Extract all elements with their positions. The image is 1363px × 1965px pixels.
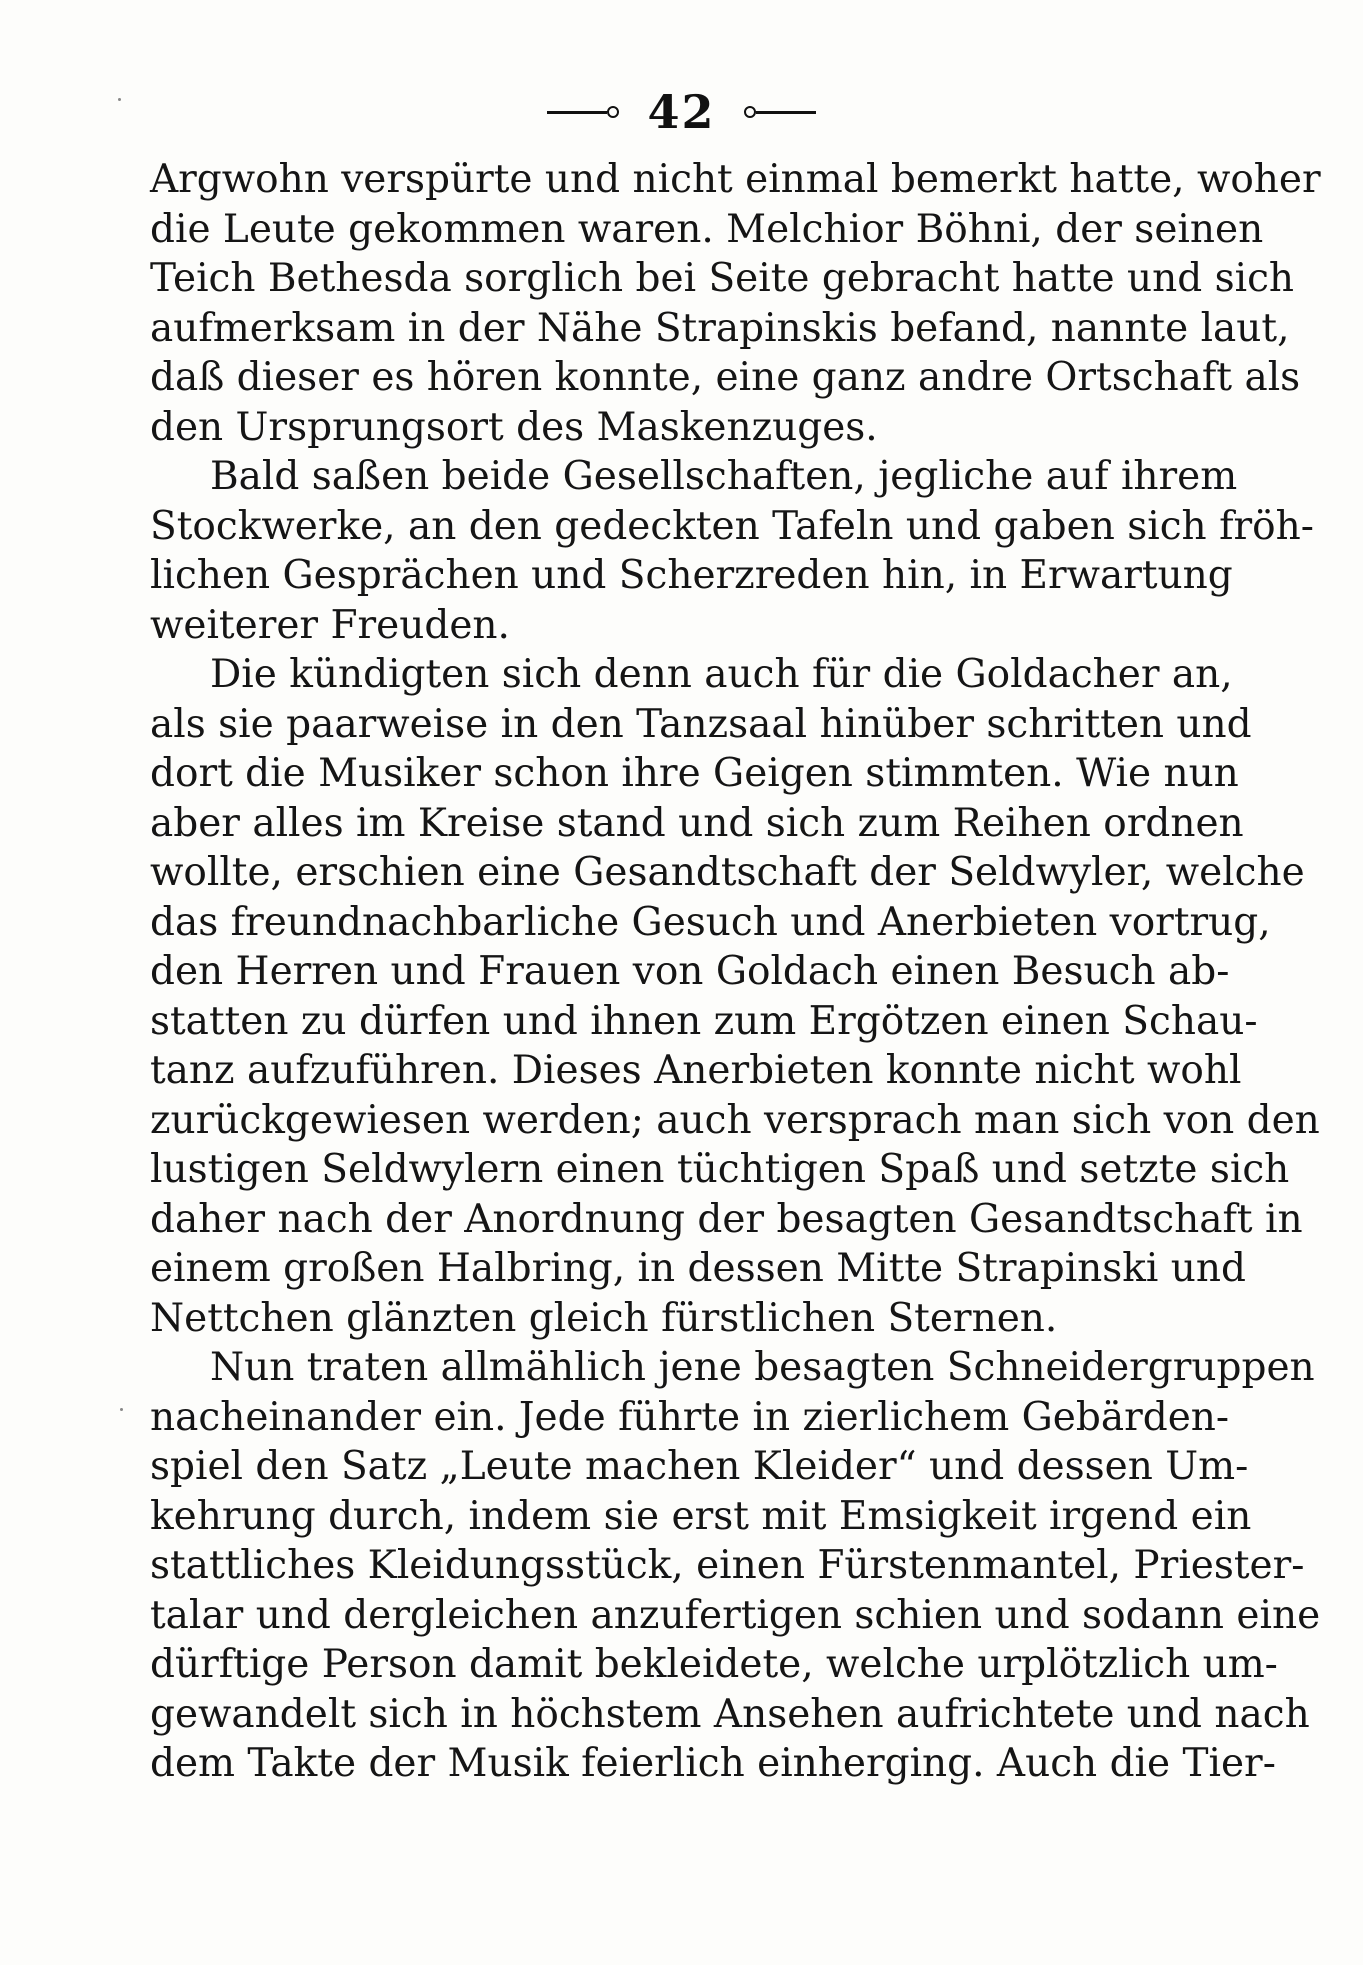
text-line: als sie paarweise in den Tanzsaal hinüber schritten und: [150, 701, 1252, 747]
text-line: aber alles im Kreise stand und sich zum Reihen ordnen: [150, 800, 1244, 846]
text-line: Argwohn verspürte und nicht einmal bemerkt hatte, woher: [150, 157, 1321, 202]
text-line: das freundnachbarliche Gesuch und Anerbieten vortrug,: [150, 899, 1271, 945]
text-line: den Ursprungsort des Maskenzuges.: [150, 404, 878, 450]
text-line: Teich Bethesda sorglich bei Seite gebracht hatte und sich: [150, 256, 1295, 301]
page-header: [0, 82, 1363, 142]
text-line: lustigen Seldwylern einen tüchtigen Spaß und setzte sich: [150, 1147, 1290, 1192]
text-line: statten zu dürfen und ihnen zum Ergötzen einen Schau-: [150, 998, 1258, 1044]
text-line: daher nach der Anordnung der besagten Gesandtschaft in: [150, 1196, 1303, 1242]
text-line: kehrung durch, indem sie erst mit Emsigkeit irgend ein: [150, 1493, 1252, 1539]
text-line: gewandelt sich in höchstem Ansehen aufrichtete und nach: [150, 1691, 1310, 1737]
body-text: [150, 155, 1321, 1789]
text-line: aufmerksam in der Nähe Strapinskis befand, nannte laut,: [150, 305, 1290, 351]
text-line: stattliches Kleidungsstück, einen Fürstenmantel, Priester-: [150, 1543, 1305, 1588]
text-line: weiterer Freuden.: [150, 602, 510, 648]
text-line: daß dieser es hören konnte, eine ganz andre Ortschaft als: [150, 355, 1301, 400]
text-line: spiel den Satz „Leute machen Kleider“ und dessen Um-: [150, 1444, 1249, 1489]
paper-speck: [120, 1408, 123, 1411]
text-line: Stockwerke, an den gedeckten Tafeln und gaben sich fröh-: [150, 503, 1314, 549]
text-line: dürftige Person damit bekleidete, welche urplötzlich um-: [150, 1642, 1278, 1687]
text-line: nacheinander ein. Jede führte in zierlichem Gebärden-: [150, 1394, 1230, 1440]
text-line: Nun traten allmählich jene besagten Schneidergruppen: [210, 1345, 1315, 1390]
text-line: Nettchen glänzten gleich fürstlichen Sternen.: [150, 1295, 1058, 1341]
text-line: wollte, erschien eine Gesandtschaft der Seldwyler, welche: [150, 850, 1305, 895]
text-line: dort die Musiker schon ihre Geigen stimmten. Wie nun: [150, 751, 1239, 796]
text-line: talar und dergleichen anzufertigen schien und sodann eine: [150, 1592, 1321, 1638]
text-line: tanz aufzuführen. Dieses Anerbieten konnte nicht wohl: [150, 1048, 1242, 1093]
text-line: zurückgewiesen werden; auch versprach man sich von den: [150, 1097, 1320, 1143]
page-number: 42: [647, 85, 716, 139]
text-line: dem Takte der Musik feierlich einherging. Auch die Tier-: [150, 1741, 1276, 1786]
text-line: den Herren und Frauen von Goldach einen Besuch ab-: [150, 949, 1230, 994]
text-line: einem großen Halbring, in dessen Mitte Strapinski und: [150, 1246, 1246, 1291]
text-line: Bald saßen beide Gesellschaften, jegliche auf ihrem: [210, 454, 1238, 499]
text-line: lichen Gesprächen und Scherzreden hin, in Erwartung: [150, 553, 1233, 598]
text-line: Die kündigten sich denn auch für die Goldacher an,: [210, 652, 1233, 697]
paper-speck: [118, 98, 121, 101]
left-ornament-icon: [547, 106, 619, 118]
text-line: die Leute gekommen waren. Melchior Böhni, der seinen: [150, 206, 1264, 252]
right-ornament-icon: [744, 106, 816, 118]
